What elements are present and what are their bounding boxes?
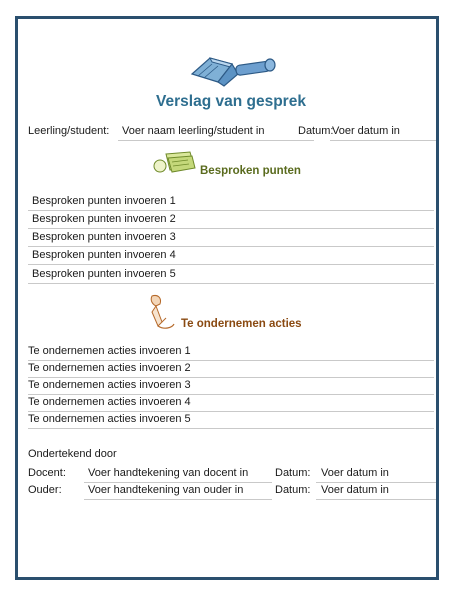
- signed-heading: Ondertekend door: [28, 448, 117, 460]
- list-item[interactable]: Te ondernemen acties invoeren 3: [28, 378, 434, 395]
- list-item[interactable]: Te ondernemen acties invoeren 1: [28, 344, 434, 361]
- list-item[interactable]: Besproken punten invoeren 3: [28, 230, 434, 247]
- teacher-date-field[interactable]: Voer datum in: [321, 467, 389, 479]
- student-name-field[interactable]: Voer naam leerling/student in: [122, 125, 265, 137]
- parent-date-label: Datum:: [275, 484, 311, 496]
- book-pen-icon: [188, 52, 278, 88]
- parent-label: Ouder:: [28, 484, 62, 496]
- list-item[interactable]: Te ondernemen acties invoeren 4: [28, 395, 434, 412]
- student-label: Leerling/student:: [28, 125, 110, 137]
- list-item[interactable]: Te ondernemen acties invoeren 5: [28, 412, 434, 429]
- teacher-label: Docent:: [28, 467, 66, 479]
- teacher-date-label: Datum:: [275, 467, 311, 479]
- notes-stack-icon: [152, 148, 198, 176]
- date-label: Datum:: [298, 125, 334, 137]
- hand-pen-icon: [144, 292, 178, 332]
- parent-signature-field[interactable]: Voer handtekening van ouder in: [88, 484, 244, 496]
- parent-date-field[interactable]: Voer datum in: [321, 484, 389, 496]
- list-item[interactable]: Te ondernemen acties invoeren 2: [28, 361, 434, 378]
- student-row: [28, 124, 438, 141]
- actions-heading: Te ondernemen acties: [181, 318, 302, 330]
- page-title: Verslag van gesprek: [156, 93, 306, 110]
- teacher-row: [28, 466, 438, 483]
- list-item[interactable]: Besproken punten invoeren 4: [28, 248, 434, 265]
- discussed-heading: Besproken punten: [200, 165, 301, 177]
- list-item[interactable]: Besproken punten invoeren 2: [28, 212, 434, 229]
- parent-row: [28, 483, 438, 500]
- date-field[interactable]: Voer datum in: [332, 125, 400, 137]
- list-item[interactable]: Besproken punten invoeren 1: [28, 194, 434, 211]
- teacher-signature-field[interactable]: Voer handtekening van docent in: [88, 467, 249, 479]
- list-item[interactable]: Besproken punten invoeren 5: [28, 267, 434, 284]
